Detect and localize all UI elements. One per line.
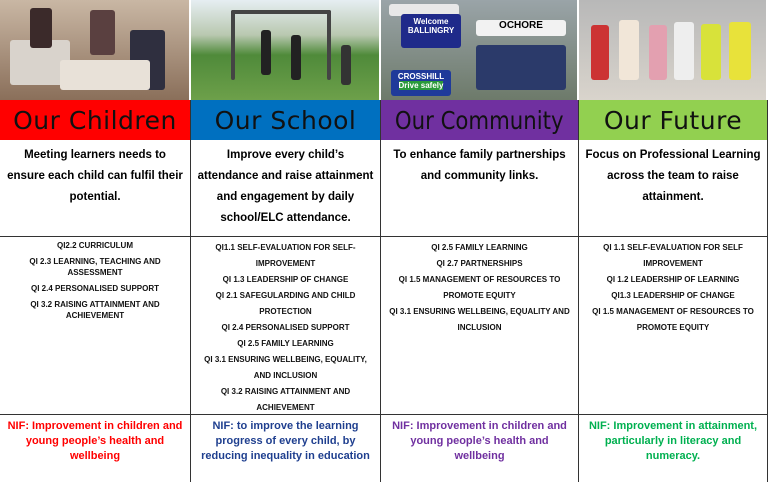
sign-ochore: OCHORE [476,20,566,36]
qi-item: QI 1.5 MANAGEMENT OF RESOURCES TO PROMOTE EQUITY [398,275,561,300]
qi-item: QI 2.4 PERSONALISED SUPPORT [221,323,350,332]
aim-school: Improve every child’s attendance and raise attainment and engagement by daily school/ELC attendance. [191,140,381,237]
qi-item: QI 2.7 PARTNERSHIPS [436,259,523,268]
qi-item: QI 2.5 FAMILY LEARNING [237,339,334,348]
nif-school: NIF: to improve the learning progress of every child, by reducing inequality in education [191,415,381,482]
qi-item: QI1.3 LEADERSHIP OF CHANGE [611,291,735,300]
nif-community: NIF: Improvement in children and young people’s health and wellbeing [381,415,579,482]
qi-item: QI 3.1 ENSURING WELLBEING, EQUALITY, AND INCLUSION [204,355,367,380]
header-our-future: Our Future [579,100,768,140]
qi-item: QI 1.1 SELF-EVALUATION FOR SELF IMPROVEMENT [603,243,743,268]
qi-item: QI 2.3 LEARNING, TEACHING AND ASSESSMENT [29,257,161,277]
nif-future: NIF: Improvement in attainment, particularly in literacy and numeracy. [579,415,768,482]
qi-item: QI 3.2 RAISING ATTAINMENT AND ACHIEVEMENT [220,387,351,412]
qi-list-community [381,237,579,415]
playground-photo [191,0,381,100]
village-signs-photo [381,0,579,100]
qi-item: QI 3.1 ENSURING WELLBEING, EQUALITY AND INCLUSION [389,307,570,332]
sign-crosshill: CROSSHILL [397,72,445,81]
nif-children: NIF: Improvement in children and young people’s health and wellbeing [0,415,191,482]
sign-welcome: Welcome [413,17,449,26]
qi-item: QI 1.3 LEADERSHIP OF CHANGE [222,275,349,284]
children-dressed-up-photo [579,0,768,100]
header-cell-community [381,100,579,140]
header-our-children: Our Children [0,100,191,140]
qi-item: QI1.1 SELF-EVALUATION FOR SELF-IMPROVEMENT [215,243,356,268]
qi-item: QI 3.2 RAISING ATTAINMENT AND ACHIEVEMENT [30,300,160,320]
header-our-school: Our School [191,100,381,140]
qi-item: QI 2.5 FAMILY LEARNING [431,243,528,252]
header-our-community: Our Community [395,105,564,135]
qi-item: QI 1.2 LEADERSHIP OF LEARNING [606,275,740,284]
classroom-photo [0,0,191,100]
aim-community: To enhance family partnerships and community links. [381,140,579,237]
aim-future: Focus on Professional Learning across the team to raise attainment. [579,140,768,237]
qi-item: QI 2.4 PERSONALISED SUPPORT [30,284,160,293]
qi-list-school [191,237,381,415]
qi-list-children [0,237,191,415]
aim-children: Meeting learners needs to ensure each child can fulfil their potential. [0,140,191,237]
sign-ballingry: BALLINGRY [407,26,455,35]
qi-item: QI 2.1 SAFEGULARDING AND CHILD PROTECTION [215,291,356,316]
sign-drive-safely: Drive safely [398,81,444,90]
qi-item: QI2.2 CURRICULUM [56,241,133,250]
qi-item: QI 1.5 MANAGEMENT OF RESOURCES TO PROMOTE EQUITY [592,307,754,332]
qi-list-future [579,237,768,415]
